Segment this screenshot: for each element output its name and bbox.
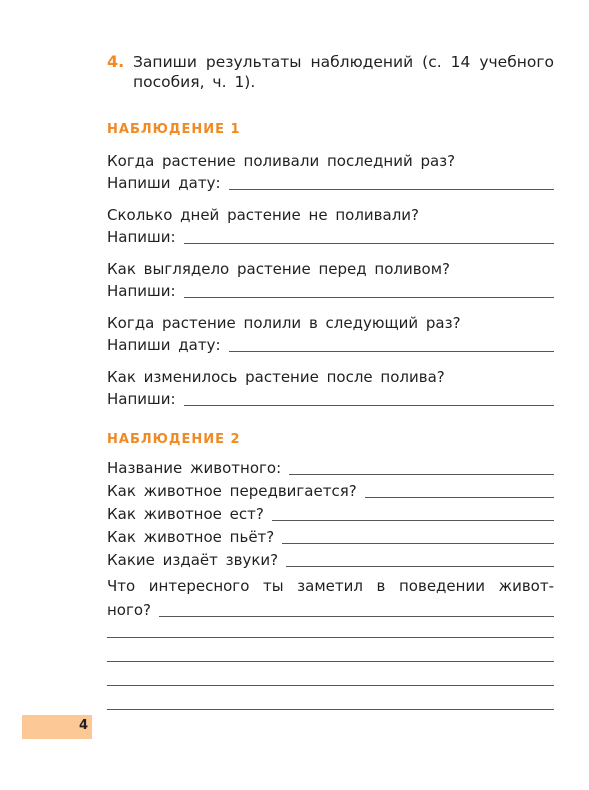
answer-prompt: Напиши дату: <box>107 336 221 354</box>
answer-line[interactable] <box>229 350 554 352</box>
answer-line[interactable] <box>107 661 554 662</box>
question-days-without-water: Сколько дней растение не поливали? <box>107 206 419 224</box>
answer-line[interactable] <box>184 404 554 406</box>
answer-row-interesting-behavior <box>107 600 554 620</box>
answer-line[interactable] <box>229 188 554 190</box>
answer-prompt: Напиши: <box>107 228 176 246</box>
answer-prompt: Напиши: <box>107 282 176 300</box>
answer-row-animal-drinking <box>107 527 554 547</box>
observation-2-heading: НАБЛЮДЕНИЕ 2 <box>107 432 241 447</box>
answer-row-animal-name <box>107 458 554 478</box>
answer-row-animal-sounds <box>107 550 554 570</box>
answer-line[interactable] <box>184 242 554 244</box>
answer-line[interactable] <box>184 296 554 298</box>
question-last-watering: Когда растение поливали последний раз? <box>107 152 456 170</box>
answer-prompt: Какие издаёт звуки? <box>107 551 279 569</box>
answer-line[interactable] <box>289 473 554 475</box>
answer-row-look-before-watering <box>107 281 554 301</box>
question-next-watering: Когда растение полили в следующий раз? <box>107 314 461 332</box>
observation-1-heading: НАБЛЮДЕНИЕ 1 <box>107 122 241 137</box>
answer-line[interactable] <box>107 709 554 710</box>
answer-prompt: Как животное передвигается? <box>107 482 357 500</box>
answer-prompt: Название животного: <box>107 459 282 477</box>
answer-row-animal-eating <box>107 504 554 524</box>
answer-line[interactable] <box>272 519 554 521</box>
question-interesting-behavior: Что интересного ты заметил в поведении живот- <box>107 577 554 595</box>
answer-prompt: Напиши: <box>107 390 176 408</box>
answer-prompt: Напиши дату: <box>107 174 221 192</box>
task-instruction: Запиши результаты наблюдений (с. 14 учебного пособия, ч. 1). <box>133 53 554 91</box>
answer-line[interactable] <box>107 637 554 638</box>
task-4 <box>107 52 554 92</box>
answer-prompt: Как животное ест? <box>107 505 264 523</box>
answer-line[interactable] <box>365 496 554 498</box>
page-number-tab <box>22 715 92 739</box>
task-number: 4. <box>107 52 125 71</box>
answer-line[interactable] <box>107 685 554 686</box>
question-look-before-watering: Как выглядело растение перед поливом? <box>107 260 450 278</box>
answer-line[interactable] <box>282 542 554 544</box>
answer-row-change-after-watering <box>107 389 554 409</box>
answer-row-animal-movement <box>107 481 554 501</box>
answer-line[interactable] <box>286 565 554 567</box>
answer-prompt: Как животное пьёт? <box>107 528 275 546</box>
page-number: 4 <box>78 718 88 733</box>
question-change-after-watering: Как изменилось растение после полива? <box>107 368 445 386</box>
answer-row-next-watering-date <box>107 335 554 355</box>
question-continuation: ного? <box>107 601 152 619</box>
answer-row-last-watering-date <box>107 173 554 193</box>
answer-line[interactable] <box>159 615 554 617</box>
answer-row-days-without-water <box>107 227 554 247</box>
